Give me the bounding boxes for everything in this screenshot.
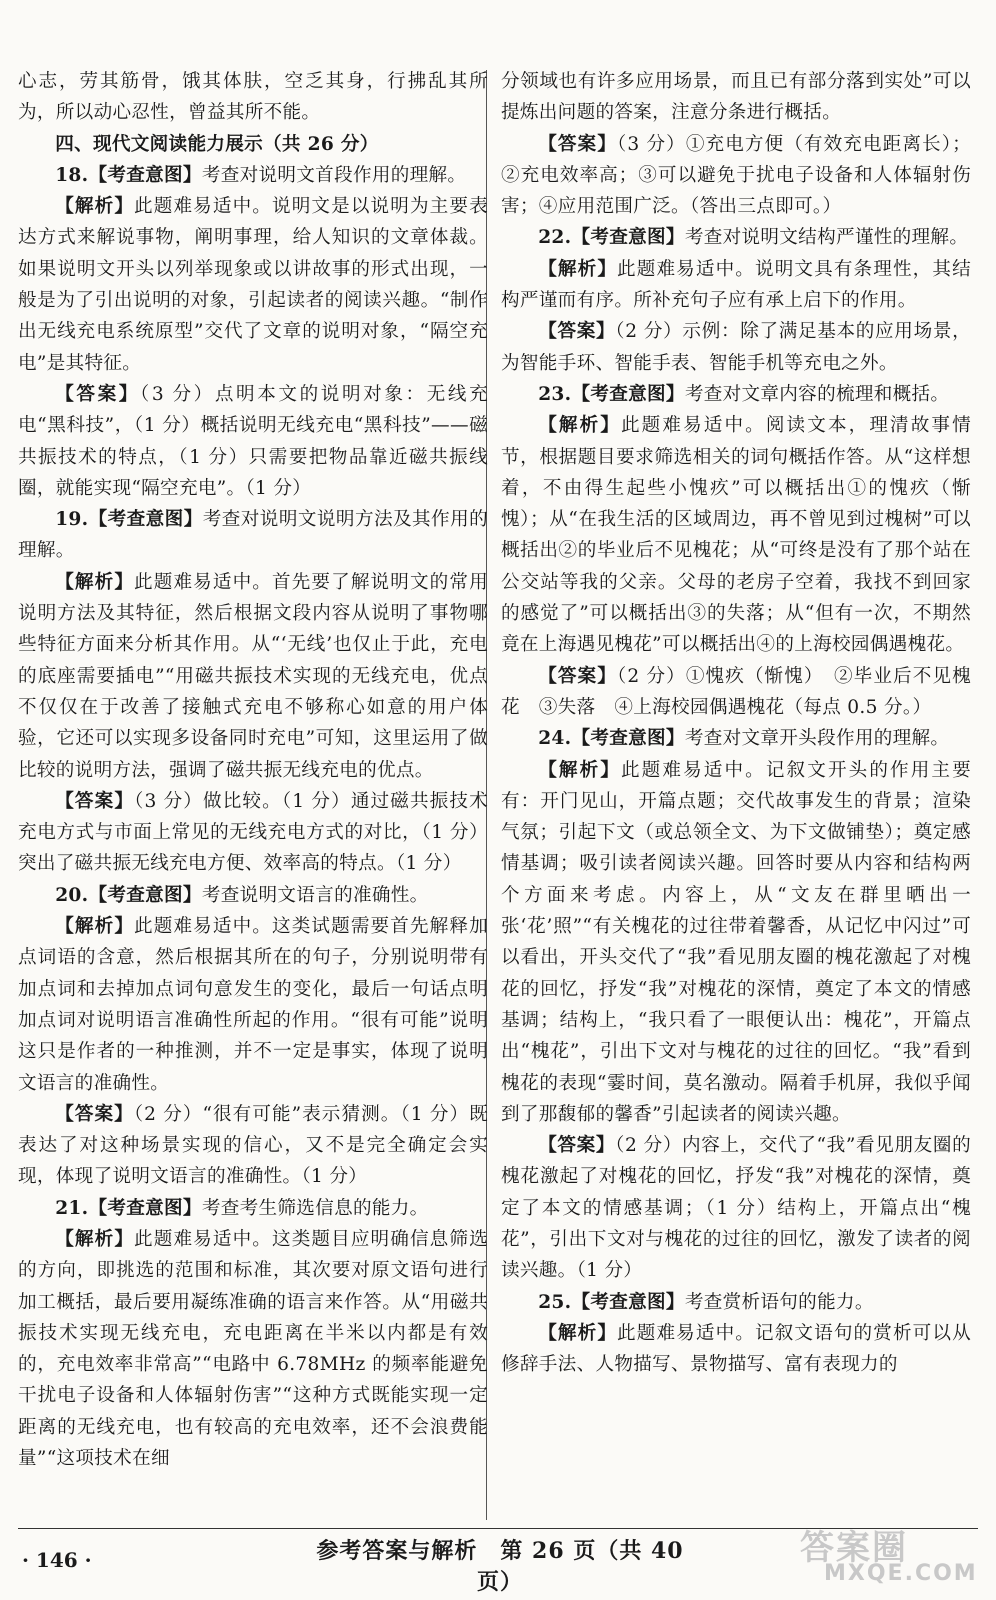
intro-paragraph: 心志，劳其筋骨，饿其体肤，空乏其身，行拂乱其所为，所以动心忍性，曾益其所不能。 [18,71,488,124]
q18-answer [18,379,488,504]
q23-answer-text: （2 分）①愧疚（惭愧） ②毕业后不见槐花 ③失落 ④上海校园偶遇槐花（每点 0.5 分。） [501,665,971,718]
q19-intent-text: 考查对说明文说明方法及其作用的理解。 [18,509,488,562]
q25-intent-text: 考查赏析语句的能力。 [684,1291,874,1313]
q22-number: 22. [538,227,572,249]
q19-analysis [18,567,488,786]
q19-answer [18,786,488,880]
q23-analysis-tag: 【解析】 [538,415,621,437]
q21-answer [501,129,971,223]
q23-analysis-text: 此题难易适中。阅读文本，理清故事情节，根据题目要求筛选相关的词句概括作答。从“这样想着，不由得生起些小愧疚”可以概括出①的愧疚（惭愧）；从“在我生活的区域周边，再不曾见到过槐树”可以概括出②的毕业后不见槐花；从“可终是没有了那个站在公交站等我的父亲。父母的老房子空着，我找不到回家的感觉了”可以概括出③的失落；从“但有一次，不期然竟在上海遇见槐花”可以概括出④的上海校园偶遇槐花。 [501,415,972,656]
q21-analysis-tag: 【解析】 [55,1228,135,1250]
q22-intent-tag: 【考查意图】 [571,227,685,249]
q24-number: 24. [538,728,572,750]
q23-intent-tag: 【考查意图】 [571,383,685,405]
left-column [18,66,488,1474]
section-title: 四、现代文阅读能力展示（共 26 分） [55,133,379,155]
q19-analysis-text: 此题难易适中。首先要了解说明文的常用说明方法及其特征，然后根据文段内容从说明了事物哪些特征方面来分析其作用。从“‘无线’也仅止于此，充电的底座需要插电”“用磁共振技术实现的无线充电，优点不仅仅在于改善了接触式充电不够称心如意的用户体验，它还可以实现多设备同时充电”可知，这里运用了做比较的说明方法，强调了磁共振无线充电的优点。 [18,571,488,781]
q21-intent-tag: 【考查意图】 [88,1197,202,1219]
q25-analysis-tag: 【解析】 [538,1322,618,1344]
q21-intent [18,1193,488,1224]
q20-intent [18,880,488,911]
q20-answer [18,1099,488,1193]
q21-analysis-continued: 分领域也有许多应用场景，而且已有部分落到实处”可以提炼出问题的答案，注意分条进行概括。 [501,71,971,124]
q21-analysis [18,1224,488,1474]
q24-answer-tag: 【答案】 [538,1135,616,1157]
q19-intent [18,504,488,567]
q20-analysis [18,911,488,1099]
q21-answer-tag: 【答案】 [538,133,617,155]
q25-analysis-text: 此题难易适中。记叙文语句的赏析可以从修辞手法、人物描写、景物描写、富有表现力的 [501,1322,971,1376]
q20-answer-text: （2 分）“很有可能”表示猜测。（1 分）既表达了对这种场景实现的信心，又不是完全确定会实现，体现了说明文语言的准确性。（1 分） [18,1103,488,1188]
q20-analysis-text: 此题难易适中。这类试题需要首先解释加点词语的含意，然后根据其所在的句子，分别说明带有加点词和去掉加点词句意发生的变化，最后一句话点明加点词对说明语言准确性所起的作用。“很有可能”说明这只是作者的一种推测，并不一定是事实，体现了说明文语言的准确性。 [18,916,488,1094]
q18-analysis-tag: 【解析】 [55,196,135,218]
q18-intent-tag: 【考查意图】 [88,164,202,186]
q21-analysis-text: 此题难易适中。这类题目应明确信息筛选的方向，即挑选的范围和标准，其次要对原文语句进行加工概括，最后要用凝练准确的语言来作答。从“用磁共振技术实现无线充电，充电距离在半米以内都是有效的，充电效率非常高”“电路中 6.78MHz 的频率能避免干扰电子设备和人体辐射伤害”“这种方式既能实现一定距离的无线充电，也有较高的充电效率，还不会浪费能量”“这项技术在细 [18,1228,488,1470]
q25-intent-tag: 【考查意图】 [571,1291,685,1313]
q25-intent [501,1287,971,1318]
q18-intent-text: 考查对说明文首段作用的理解。 [201,164,467,186]
q23-intent [501,379,971,410]
page-number: · 146 · [22,1548,92,1572]
q18-number: 18. [55,164,89,186]
q20-analysis-tag: 【解析】 [55,916,135,938]
q23-analysis [501,410,971,660]
q25-analysis [501,1318,971,1381]
q22-intent [501,222,971,253]
watermark-top-text: 答案圈 [800,1528,908,1568]
q24-intent [501,723,971,754]
q20-intent-text: 考查说明文语言的准确性。 [201,884,429,906]
q21-answer-text: （3 分）①充电方便（有效充电距离长）；②充电效率高；③可以避免于扰电子设备和人体辐射伤害；④应用范围广泛。（答出三点即可。） [501,133,971,218]
q21-intent-text: 考查考生筛选信息的能力。 [201,1197,429,1219]
q19-answer-text: （3 分）做比较。（1 分）通过磁共振技术充电方式与市面上常见的无线充电方式的对比，（1 分）突出了磁共振无线充电方便、效率高的特点。（1 分） [18,790,488,875]
q22-analysis [501,254,971,317]
watermark-bottom-text: MXQE.COM [824,1561,978,1586]
right-column [501,66,971,1380]
q19-analysis-tag: 【解析】 [55,571,135,593]
q24-intent-text: 考查对文章开头段作用的理解。 [684,728,950,750]
q18-analysis [18,191,488,379]
q24-analysis [501,755,971,1131]
q23-intent-text: 考查对文章内容的梳理和概括。 [684,383,950,405]
q18-analysis-text: 此题难易适中。说明文是以说明为主要表达方式来解说事物，阐明事理，给人知识的文章体裁。如果说明文开头以列举现象或以讲故事的形式出现，一般是为了引出说明的对象，引起读者的阅读兴趣。“制作出无线充电系统原型”交代了文章的说明对象，“隔空充电”是其特征。 [18,196,488,374]
q22-analysis-text: 此题难易适中。说明文具有条理性，其结构严谨而有序。所补充句子应有承上启下的作用。 [501,258,971,312]
q20-intent-tag: 【考查意图】 [88,884,202,906]
q21-number: 21. [55,1197,89,1219]
q18-answer-text: （3 分）点明本文的说明对象：无线充电“黑科技”，（1 分）概括说明无线充电“黑科技”——磁共振技术的特点，（1 分）只需要把物品靠近磁共振线圈，就能实现“隔空充电”。（1 分） [18,383,489,499]
q24-answer [501,1130,971,1286]
q20-number: 20. [55,884,89,906]
q19-answer-tag: 【答案】 [55,790,135,812]
q22-answer [501,316,971,379]
q19-number: 19. [55,509,89,531]
q19-intent-tag: 【考查意图】 [88,509,203,531]
q25-number: 25. [538,1291,572,1313]
watermark-logo [800,1520,980,1590]
q22-intent-text: 考查对说明文结构严谨性的理解。 [684,227,969,249]
q23-answer [501,661,971,724]
q23-answer-tag: 【答案】 [538,665,617,687]
footer-title: 参考答案与解析 第 26 页（共 40 页） [316,1538,684,1595]
q24-answer-text: （2 分）内容上，交代了“我”看见朋友圈的槐花激起了对槐花的回忆，抒发“我”对槐花的深情，奠定了本文的情感基调；（1 分）结构上，开篇点出“槐花”，引出下文对与槐花的过往的回忆，激发了读者的阅读兴趣。（1 分） [501,1135,971,1282]
q18-answer-tag: 【答案】 [55,383,140,405]
q22-answer-text: （2 分）示例：除了满足基本的应用场景，为智能手环、智能手表、智能手机等充电之外。 [501,321,971,374]
q18-intent [18,160,488,191]
q22-answer-tag: 【答案】 [538,321,616,343]
q23-number: 23. [538,383,572,405]
q20-answer-tag: 【答案】 [55,1103,134,1125]
q24-analysis-tag: 【解析】 [538,759,621,781]
q24-intent-tag: 【考查意图】 [571,728,685,750]
q24-analysis-text: 此题难易适中。记叙文开头的作用主要有：开门见山，开篇点题；交代故事发生的背景；渲染气氛；引起下文（或总领全文、为下文做铺垫）；奠定感情基调；吸引读者阅读兴趣。回答时要从内容和结构两个方面来考虑。内容上，从“文友在群里晒出一张‘花’照”“有关槐花的过往带着馨香，从记忆中闪过”可以看出，开头交代了“我”看见朋友圈的槐花激起了对槐花的回忆，抒发“我”对槐花的深情，奠定了本文的情感基调；结构上，“我只看了一眼便认出：槐花”，开篇点出“槐花”，引出下文对与槐花的过往的回忆。“我”看到槐花的表现“霎时间，莫名激动。隔着手机屏，我似乎闻到了那馥郁的馨香”引起读者的阅读兴趣。 [501,759,972,1125]
q22-analysis-tag: 【解析】 [538,258,618,280]
